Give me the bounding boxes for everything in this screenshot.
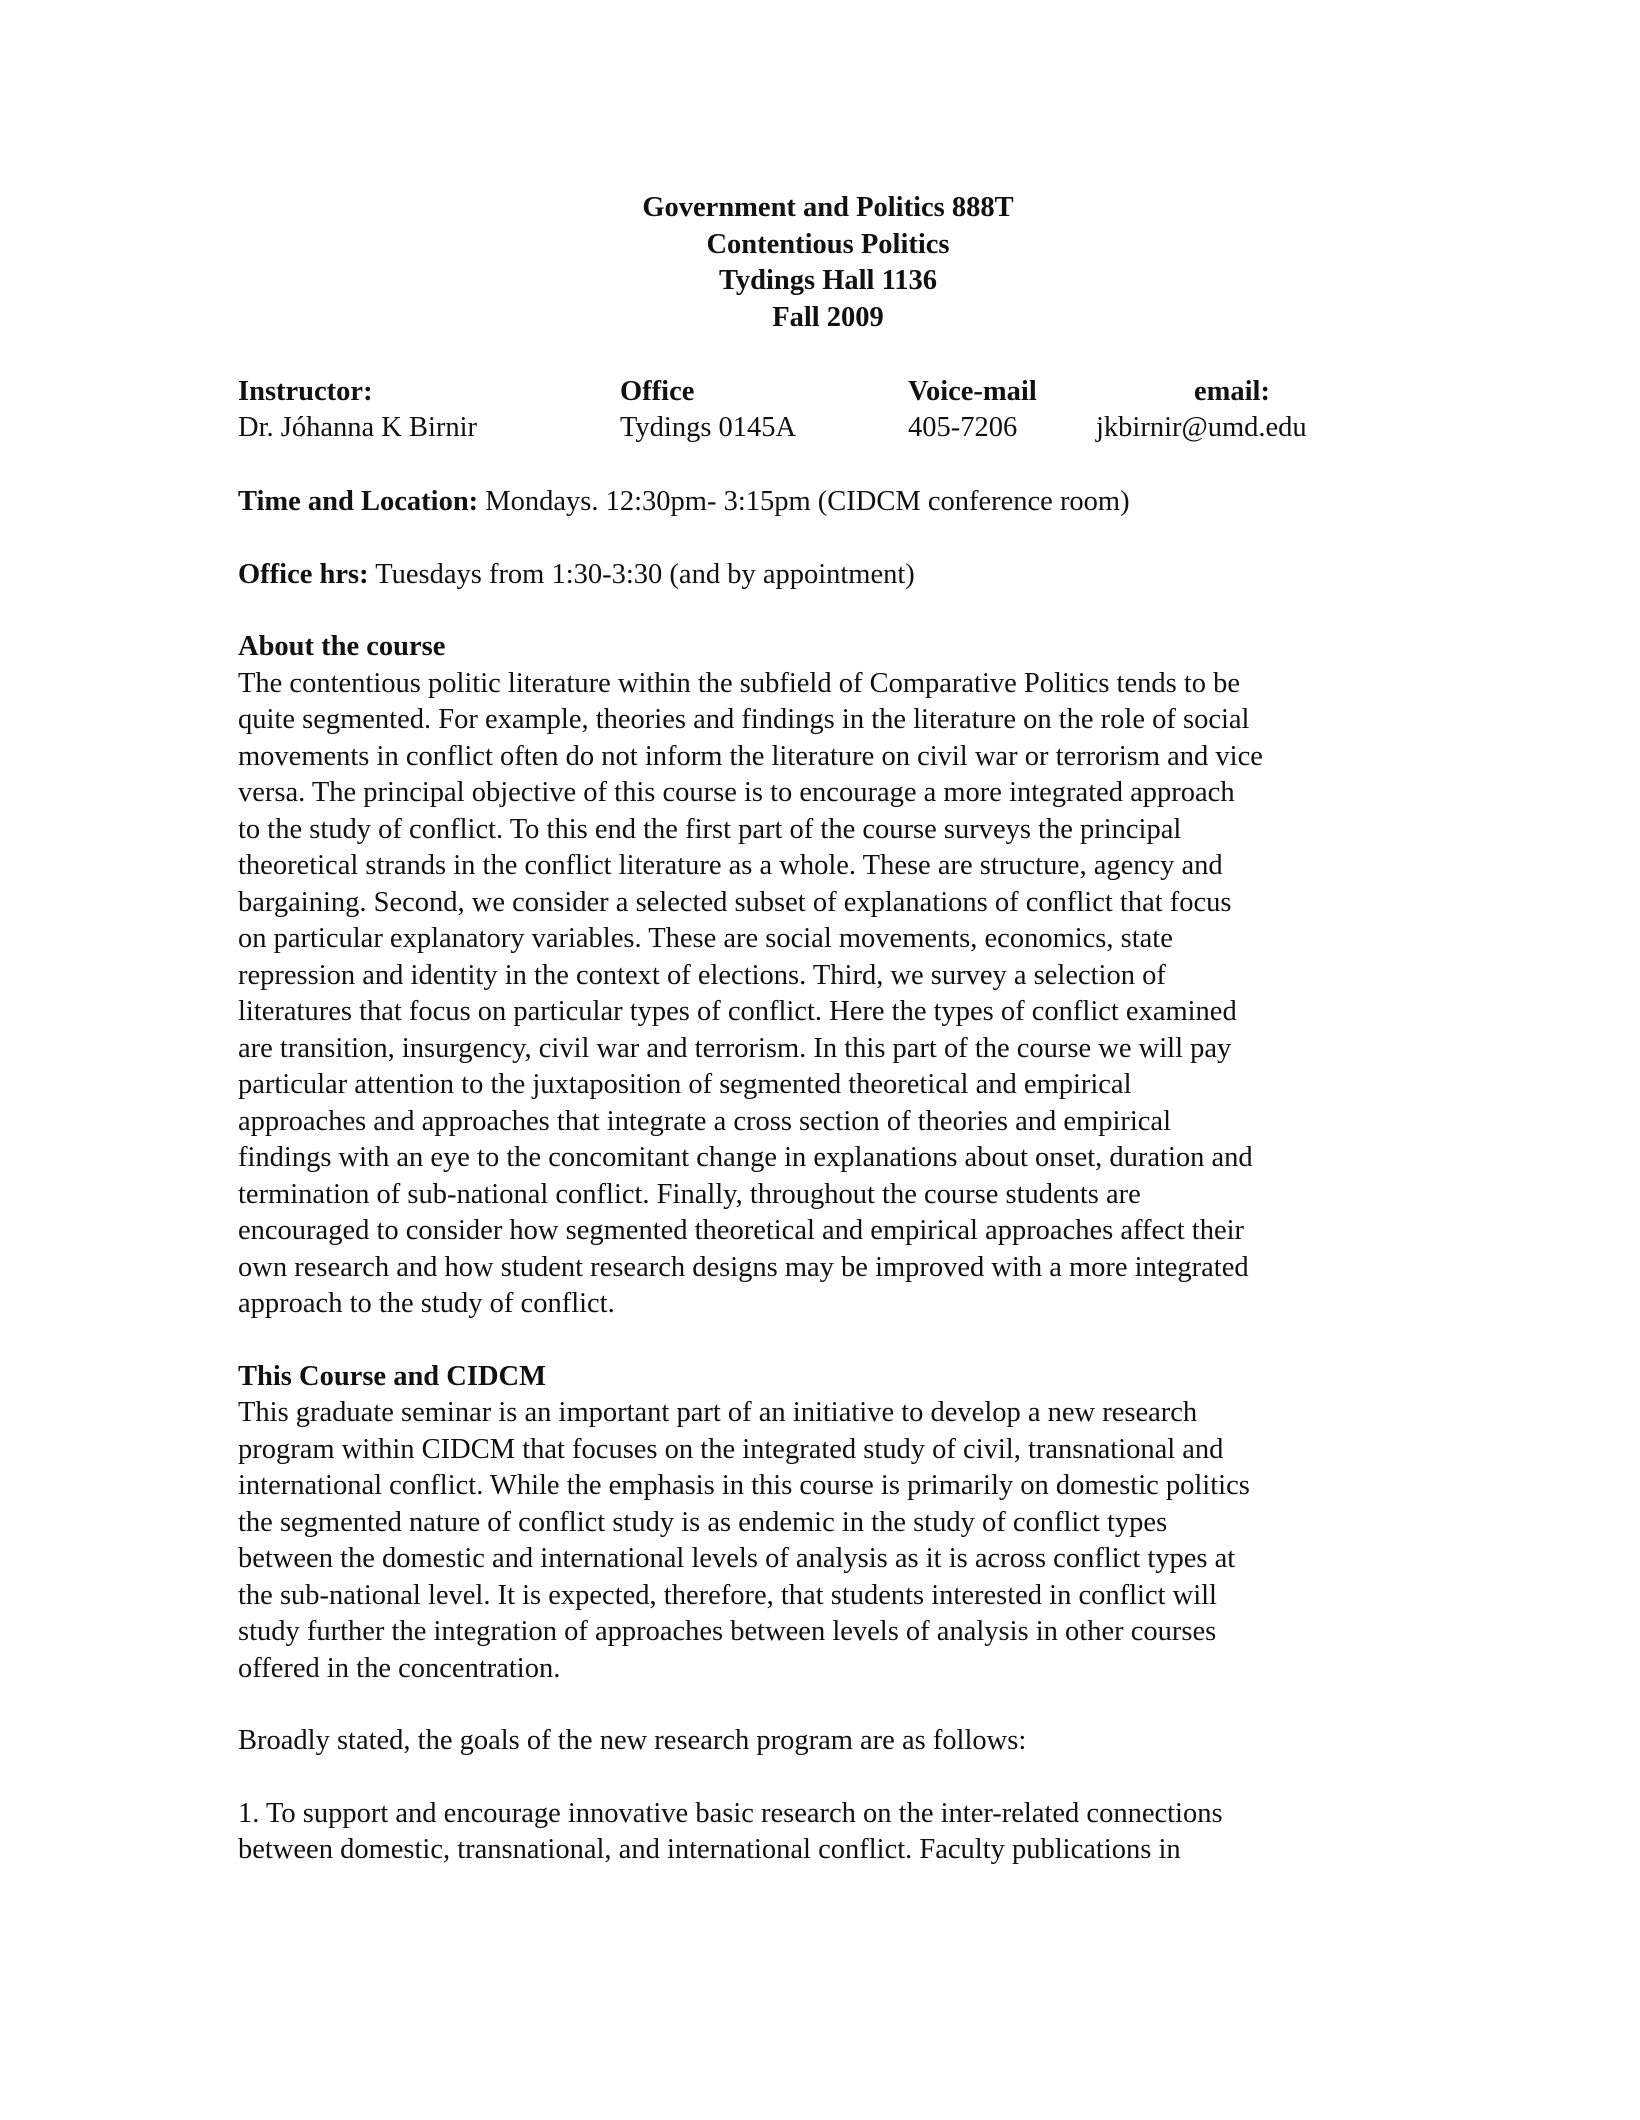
time-location-label: Time and Location: — [238, 486, 479, 517]
paragraph-line: 1. To support and encourage innovative basic research on the inter-related connections — [238, 1797, 1223, 1829]
paragraph-line: on particular explanatory variables. These are social movements, economics, state — [238, 923, 1173, 954]
email-header: email: — [1194, 376, 1270, 407]
course-term: Fall 2009 — [772, 301, 884, 333]
voicemail-number: 405-7206 — [908, 412, 1018, 443]
office-location: Tydings 0145A — [620, 412, 797, 443]
time-location-line — [238, 484, 1398, 521]
paragraph-line: approaches and approaches that integrate a cross section of theories and empirical — [238, 1105, 1171, 1137]
paragraph-line: to the study of conflict. To this end the first part of the course surveys the principal — [238, 813, 1182, 845]
office-hours-value: Tuesdays from 1:30-3:30 (and by appointment) — [368, 558, 915, 590]
paragraph-line: repression and identity in the context of elections. Third, we survey a selection of — [238, 959, 1166, 991]
goal-1-paragraph — [238, 1796, 1398, 1869]
paragraph-line: bargaining. Second, we consider a selected subset of explanations of conflict that focus — [238, 886, 1232, 918]
instructor-info-table — [238, 374, 1398, 448]
office-hours-label: Office hrs: — [238, 558, 369, 590]
voicemail-header: Voice-mail — [908, 376, 1037, 407]
paragraph-line: approach to the study of conflict. — [238, 1288, 615, 1319]
paragraph-line: literatures that focus on particular types of conflict. Here the types of conflict examined — [238, 996, 1237, 1027]
about-section — [238, 629, 1398, 1323]
paragraph-line: offered in the concentration. — [238, 1652, 561, 1684]
cidcm-heading: This Course and CIDCM — [238, 1360, 547, 1392]
paragraph-line: quite segmented. For example, theories and findings in the literature on the role of social — [238, 704, 1250, 735]
cidcm-paragraph — [238, 1395, 1398, 1687]
email-address[interactable]: jkbirnir@umd.edu — [1096, 412, 1307, 443]
paragraph-line: encouraged to consider how segmented theoretical and empirical approaches affect their — [238, 1215, 1245, 1246]
paragraph-line: between domestic, transnational, and international conflict. Faculty publications in — [238, 1834, 1181, 1865]
cidcm-section — [238, 1359, 1398, 1688]
instructor-header: Instructor: — [238, 376, 373, 407]
course-number-title: Government and Politics 888T — [642, 192, 1014, 223]
about-paragraph — [238, 666, 1398, 1323]
paragraph-line: The contentious politic literature within the subfield of Comparative Politics tends to be — [238, 667, 1241, 699]
paragraph-line: are transition, insurgency, civil war and terrorism. In this part of the course we will pay — [238, 1032, 1232, 1064]
paragraph-line: particular attention to the juxtaposition of segmented theoretical and empirical — [238, 1069, 1132, 1100]
paragraph-line: the segmented nature of conflict study is as endemic in the study of conflict types — [238, 1506, 1168, 1538]
paragraph-line: between the domestic and international levels of analysis as it is across conflict types at — [238, 1543, 1236, 1574]
paragraph-line: program within CIDCM that focuses on the integrated study of civil, transnational and — [238, 1433, 1224, 1465]
paragraph-line: international conflict. While the emphasis in this course is primarily on domestic politics — [238, 1470, 1250, 1501]
course-room: Tydings Hall 1136 — [718, 265, 938, 296]
paragraph-line: study further the integration of approaches between levels of analysis in other courses — [238, 1616, 1217, 1647]
paragraph-line: findings with an eye to the concomitant change in explanations about onset, duration and — [238, 1142, 1253, 1173]
goals-intro: Broadly stated, the goals of the new research program are as follows: — [238, 1725, 1027, 1756]
office-header: Office — [620, 376, 695, 407]
paragraph-line: termination of sub-national conflict. Finally, throughout the course students are — [238, 1178, 1141, 1210]
paragraph-line: own research and how student research designs may be improved with a more integrated — [238, 1251, 1249, 1283]
document-page — [238, 190, 1398, 1869]
paragraph-line: movements in conflict often do not inform the literature on civil war or terrorism and vice — [238, 740, 1263, 772]
about-heading: About the course — [238, 631, 446, 662]
office-hours-line — [238, 557, 1398, 594]
paragraph-line: This graduate seminar is an important part of an initiative to develop a new research — [238, 1397, 1198, 1428]
paragraph-line: the sub-national level. It is expected, therefore, that students interested in conflict will — [238, 1579, 1217, 1611]
instructor-name: Dr. Jóhanna K Birnir — [238, 412, 478, 443]
time-location-value: Mondays. 12:30pm- 3:15pm (CIDCM conference room) — [478, 486, 1130, 517]
course-name: Contentious Politics — [706, 228, 950, 260]
paragraph-line: versa. The principal objective of this course is to encourage a more integrated approach — [238, 777, 1235, 808]
course-title-block — [258, 190, 1398, 336]
paragraph-line: theoretical strands in the conflict literature as a whole. These are structure, agency and — [238, 850, 1223, 881]
